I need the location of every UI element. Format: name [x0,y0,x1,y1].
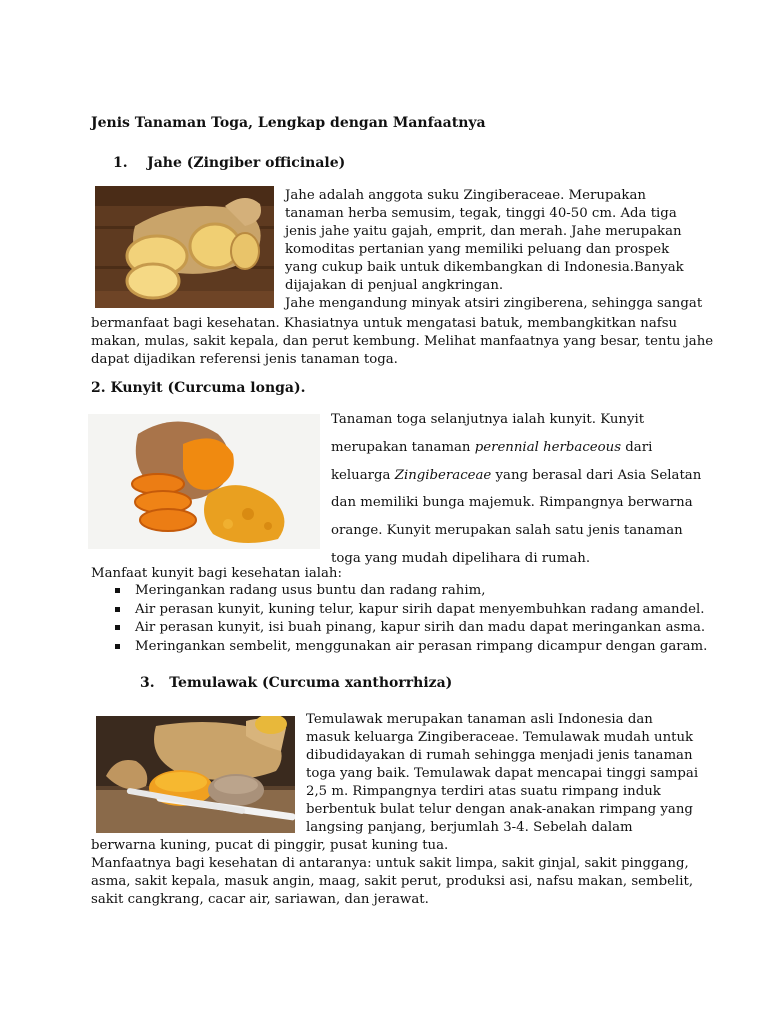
text-line: makan, mulas, sakit kepala, dan perut kembung. Melihat manfaatnya yang besar, tentu jahe [91,334,714,349]
italic-term: Zingiberaceae [394,467,492,483]
text-line: toga yang baik. Temulawak dapat mencapai tinggi sampai [306,766,699,781]
text-line: dapat dijadikan referensi jenis tanaman toga. [91,352,398,367]
text-line: dan memiliki bunga majemuk. Rimpangnya berwarna [331,495,693,511]
bullet-square-icon [115,644,120,649]
list-item-text: Air perasan kunyit, isi buah pinang, kapur sirih dan madu dapat meringankan asma. [135,620,706,635]
text-line: Jahe mengandung minyak atsiri zingiberena, sehingga sangat [285,296,703,311]
text-line: langsing panjang, berjumlah 3-4. Sebelah dalam [306,820,633,835]
list-item-text: Air perasan kunyit, kuning telur, kapur sirih dapat menyembuhkan radang amandel. [135,601,705,617]
jahe-wrap-text [285,187,702,313]
text-line: bermanfaat bagi kesehatan. Khasiatnya untuk mengatasi batuk, membangkitkan nafsu [91,316,678,331]
text-run: yang berasal dari Asia Selatan [491,467,702,483]
list-item [91,601,707,620]
list-item [91,638,707,657]
text-line: Temulawak merupakan tanaman asli Indonesia dan [306,712,653,727]
text-line [331,462,701,490]
list-item [91,619,707,638]
text-line: masuk keluarga Zingiberaceae. Temulawak mudah untuk [306,730,694,745]
text-line: tanaman herba semusim, tegak, tinggi 40-50 cm. Ada tiga [285,206,677,221]
text-run: merupakan tanaman [331,439,475,455]
text-line: orange. Kunyit merupakan salah satu jenis tanaman [331,523,683,539]
page-title: Jenis Tanaman Toga, Lengkap dengan Manfaatnya [91,115,486,131]
list-item-text: Meringankan radang usus buntu dan radang rahim, [135,583,486,598]
kunyit-benefits-list [91,582,707,656]
text-line: 2,5 m. Rimpangnya terdiri atas suatu rimpang induk [306,784,661,799]
text-run: dari [621,439,653,455]
text-line: Tanaman toga selanjutnya ialah kunyit. Kunyit [331,412,645,427]
section-heading-temulawak: 3. Temulawak (Curcuma xanthorrhiza) [140,675,453,691]
text-line: asma, sakit kepala, masuk angin, maag, sakit perut, produksi asi, nafsu makan, sembelit, [91,874,694,889]
italic-term: perennial herbaceous [474,439,622,455]
text-line: dibudidayakan di rumah sehingga menjadi jenis tanaman [306,748,693,763]
text-run: keluarga [331,467,395,483]
text-line: berwarna kuning, pucat di pinggir, pusat kuning tua. [91,838,449,853]
text-line [331,434,701,462]
text-line: toga yang mudah dipelihara di rumah. [331,550,591,566]
kunyit-benefits-intro: Manfaat kunyit bagi kesehatan ialah: [91,566,342,581]
bullet-square-icon [115,607,120,612]
ginger-image [95,186,274,308]
text-line: dijajakan di penjual angkringan. [285,278,504,293]
text-line: yang cukup baik untuk dikembangkan di Indonesia.Banyak [285,260,684,275]
temulawak-full-text [91,837,693,909]
jahe-full-text [91,315,713,369]
section-heading-kunyit: 2. Kunyit (Curcuma longa). [91,380,306,396]
text-line: Jahe adalah anggota suku Zingiberaceae. Merupakan [285,188,646,203]
section-heading-jahe: 1. Jahe (Zingiber officinale) [113,155,346,171]
text-line: berbentuk bulat telur dengan anak-anakan rimpang yang [306,802,693,817]
bullet-square-icon [115,588,120,593]
text-line: komoditas pertanian yang memiliki peluang dan prospek [285,242,670,257]
text-line: sakit cangkrang, cacar air, sariawan, dan jerawat. [91,892,429,907]
text-line: jenis jahe yaitu gajah, emprit, dan merah. Jahe merupakan [285,224,682,239]
bullet-square-icon [115,625,120,630]
text-line: Manfaatnya bagi kesehatan di antaranya: untuk sakit limpa, sakit ginjal, sakit pinggang, [91,856,689,871]
list-item [91,582,707,601]
kunyit-wrap-text [331,406,701,573]
turmeric-image [88,414,320,549]
temulawak-wrap-text [306,711,698,837]
temulawak-image [96,716,295,833]
list-item-text: Meringankan sembelit, menggunakan air perasan rimpang dicampur dengan garam. [135,638,708,654]
